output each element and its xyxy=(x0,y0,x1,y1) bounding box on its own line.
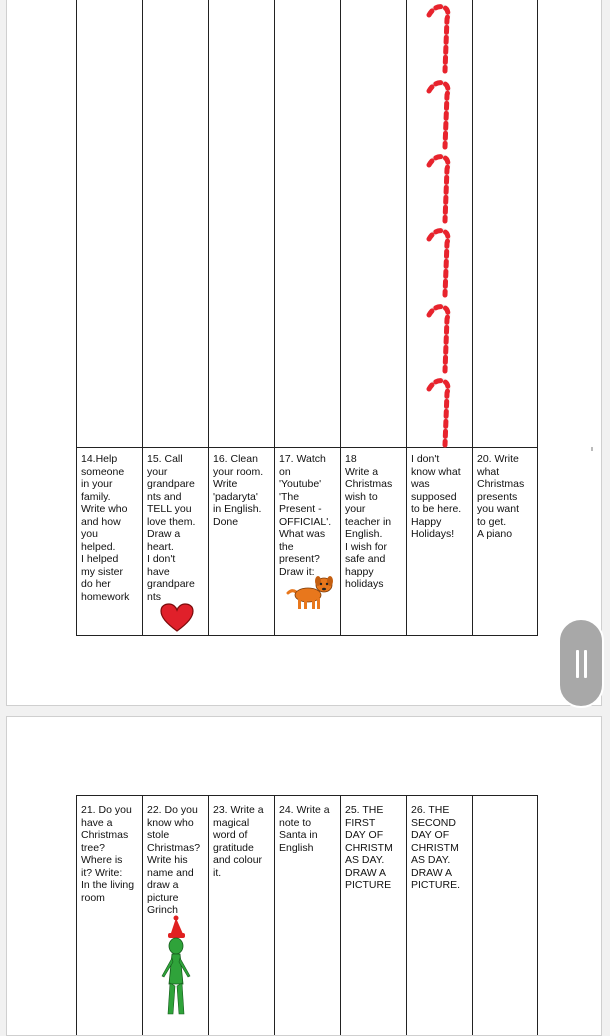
table-border xyxy=(208,796,209,1036)
document-page-1 xyxy=(6,0,602,706)
table-border xyxy=(537,796,538,1036)
calendar-table-row-2 xyxy=(76,795,538,1036)
calendar-cell-14: 14.Help someone in your family. Write who and how you helped. I helped my sister do her homework xyxy=(81,453,130,603)
calendar-cell-24: 24. Write a note to Santa in English xyxy=(279,804,330,854)
table-border xyxy=(472,0,473,635)
table-border xyxy=(76,0,77,635)
table-border xyxy=(142,0,143,635)
grinch-icon xyxy=(156,914,196,1024)
table-border xyxy=(274,796,275,1036)
document-page-2 xyxy=(6,716,602,1036)
table-border xyxy=(472,796,473,1036)
calendar-cell-16: 16. Clean your room. Write 'padaryta' in English. Done xyxy=(213,453,264,528)
candy-cane-icon xyxy=(423,377,463,449)
heart-icon xyxy=(160,603,194,633)
scroll-handle[interactable] xyxy=(558,618,604,708)
table-border xyxy=(274,0,275,635)
table-border xyxy=(142,796,143,1036)
candy-cane-icon xyxy=(423,79,463,151)
calendar-cell-20: 20. Write what Christmas presents you want to get. A piano xyxy=(477,453,525,540)
table-border xyxy=(340,0,341,635)
calendar-table-row-1 xyxy=(76,0,538,636)
candy-cane-icon xyxy=(423,153,463,225)
calendar-cell-18: 18 Write a Christmas wish to your teacher in English. I wish for safe and happy holidays xyxy=(345,453,393,590)
table-border xyxy=(406,796,407,1036)
table-border xyxy=(340,796,341,1036)
candy-cane-icon xyxy=(423,303,463,375)
table-border xyxy=(76,447,538,448)
table-border xyxy=(76,796,77,1036)
calendar-cell-23: 23. Write a magical word of gratitude and colour it. xyxy=(213,804,264,879)
table-border xyxy=(406,0,407,635)
table-border xyxy=(208,0,209,635)
calendar-cell-21: 21. Do you have a Christmas tree? Where is it? Write: In the living room xyxy=(81,804,135,904)
candy-cane-icon xyxy=(423,3,463,75)
calendar-cell-26: 26. THE SECOND DAY OF CHRISTM AS DAY. DRAW A PICTURE. xyxy=(411,804,461,891)
calendar-cell-15: 15. Call your grandpare nts and TELL you love them. Draw a heart. I don't have grandpare nts xyxy=(147,453,196,603)
dog-icon xyxy=(286,573,336,613)
calendar-cell-22: 22. Do you know who stole Christmas? Write his name and draw a picture Grinch xyxy=(147,804,201,916)
table-border xyxy=(537,0,538,635)
page-edge-marker xyxy=(591,447,593,451)
candy-cane-icon xyxy=(423,227,463,299)
calendar-cell-17: 17. Watch on 'Youtube' 'The Present - OFFICIAL'. What was the present? Draw it: xyxy=(279,453,332,578)
calendar-cell-19: I don't know what was supposed to be here. Happy Holidays! xyxy=(411,453,462,540)
calendar-cell-25: 25. THE FIRST DAY OF CHRISTM AS DAY. DRAW A PICTURE xyxy=(345,804,393,891)
